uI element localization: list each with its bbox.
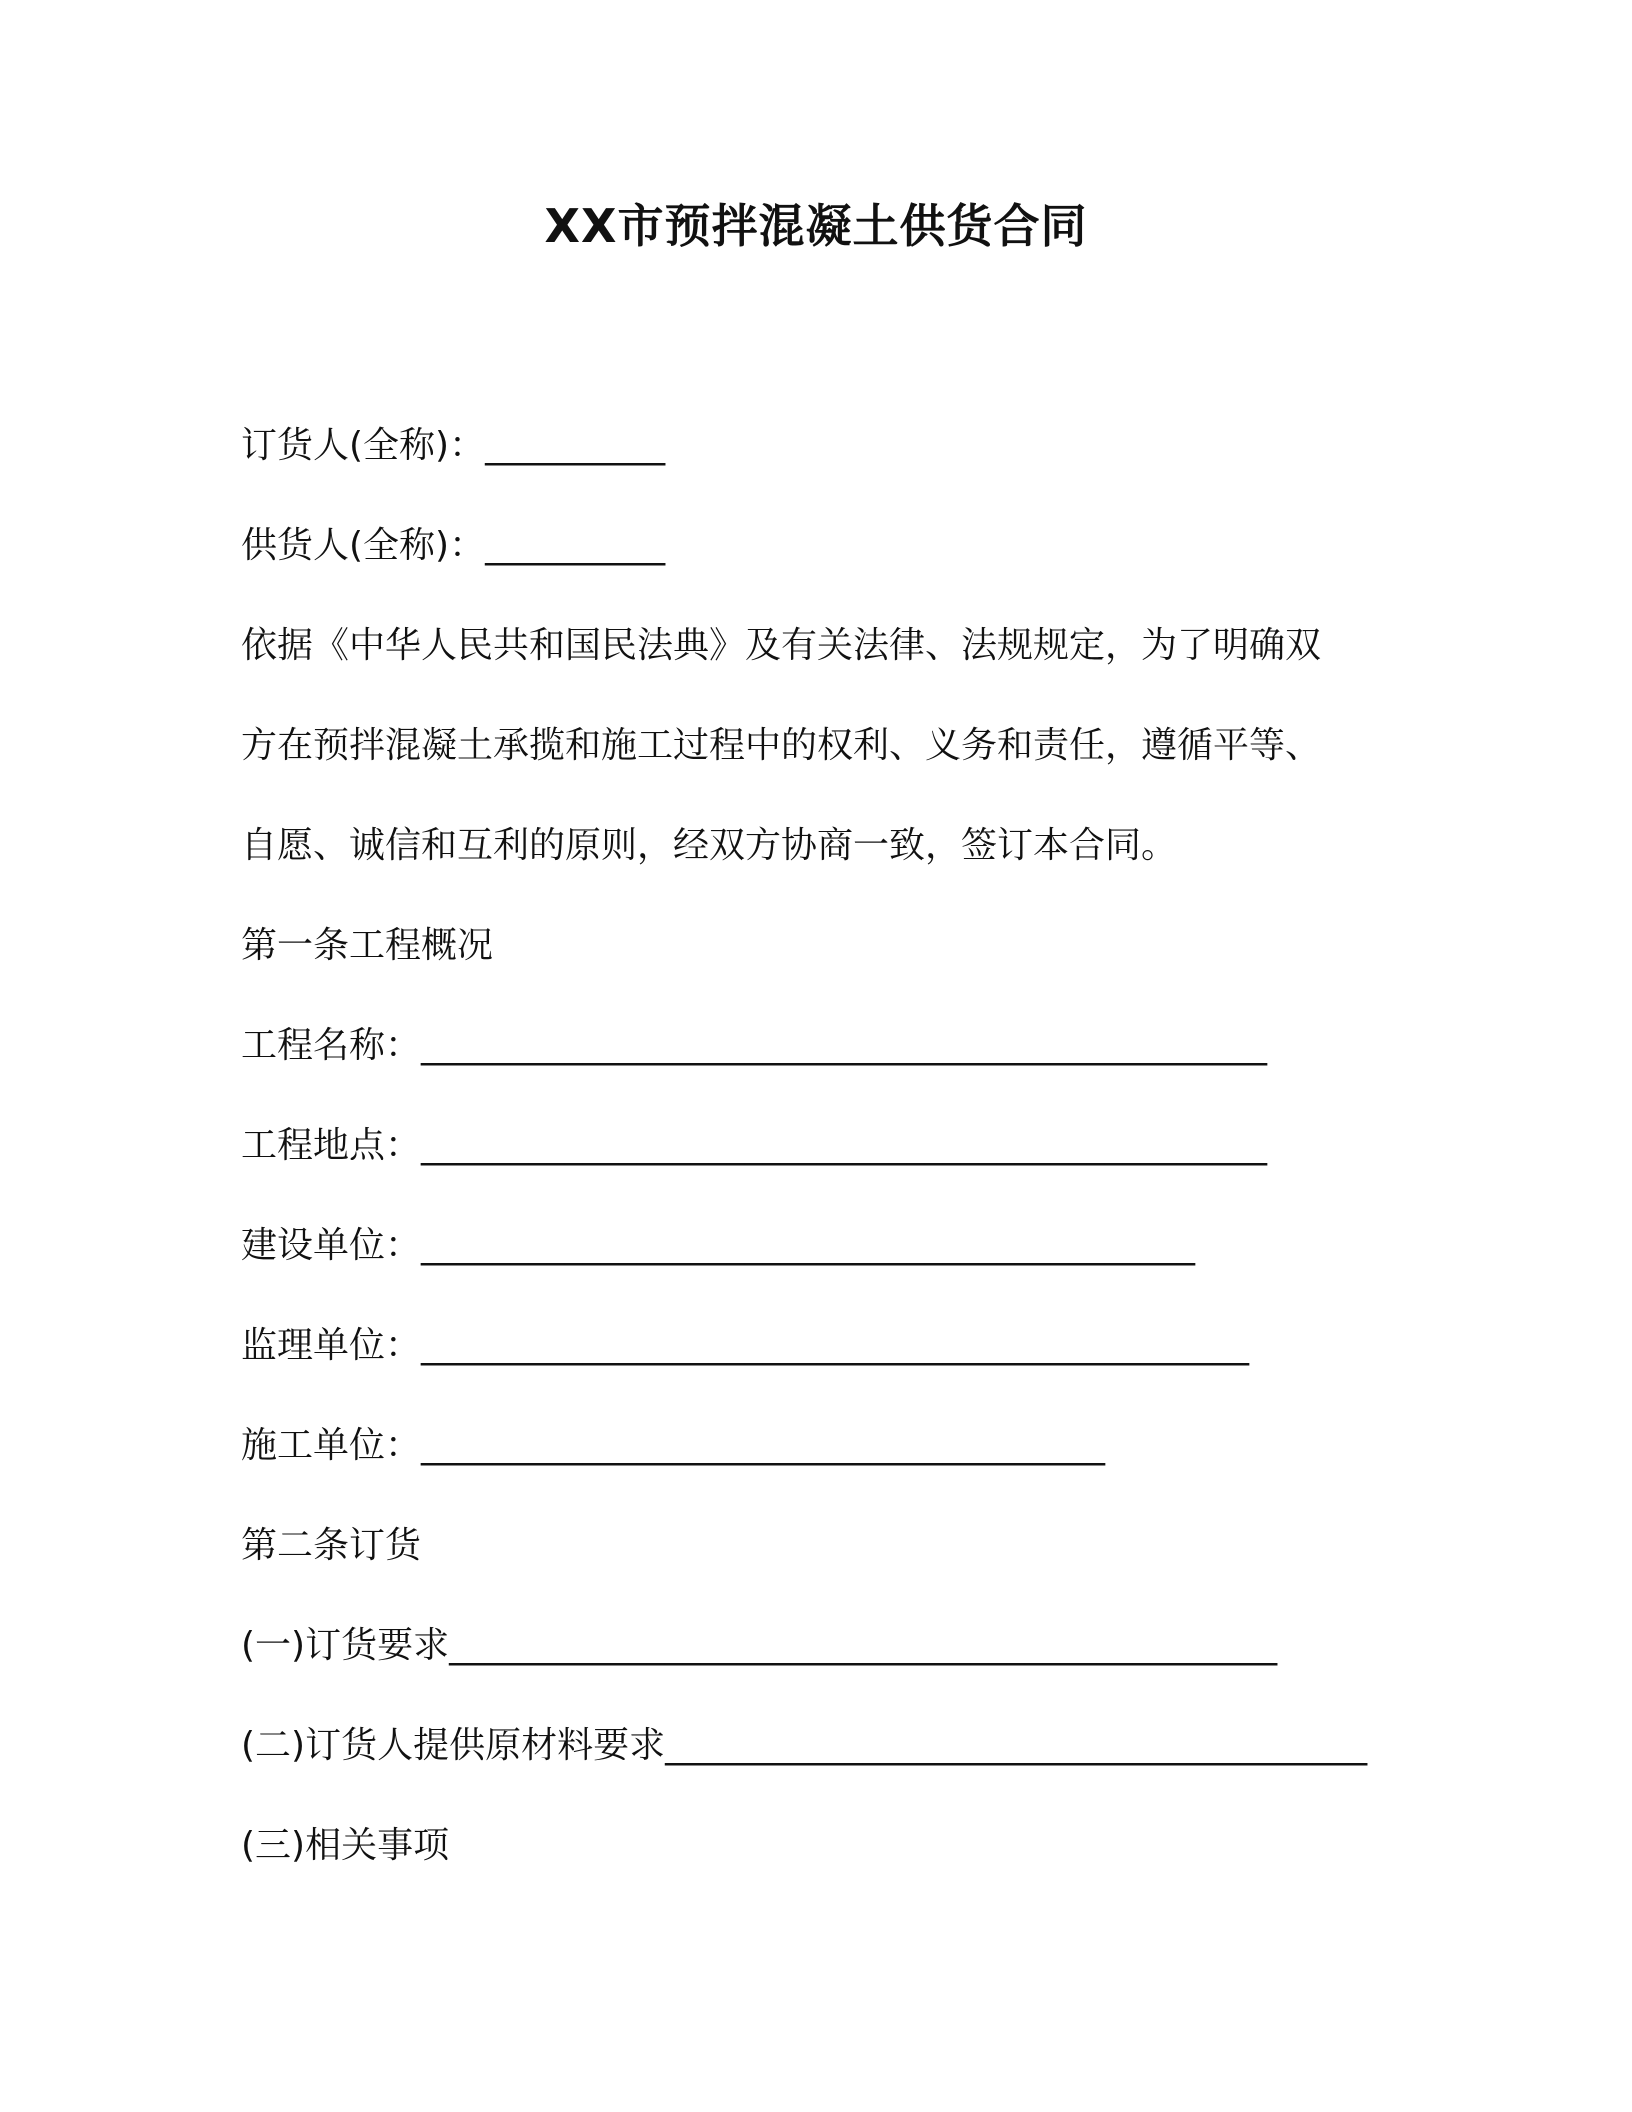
article-2-heading: 第二条订货 xyxy=(241,1525,422,1566)
supervision-unit-line: 监理单位：______________________________________________ xyxy=(241,1325,1250,1366)
project-location-line: 工程地点：_______________________________________________ xyxy=(241,1125,1268,1166)
order-requirements-line: (一)订货要求______________________________________________ xyxy=(241,1625,1278,1666)
construction-unit-line: 建设单位：___________________________________________ xyxy=(241,1225,1196,1266)
contractor-unit-line: 施工单位：______________________________________ xyxy=(241,1425,1106,1466)
preamble-line-3: 自愿、诚信和互利的原则，经双方协商一致，签订本合同。 xyxy=(241,825,1178,866)
material-requirements-line: (二)订货人提供原材料要求_______________________________________ xyxy=(241,1725,1368,1766)
article-1-heading: 第一条工程概况 xyxy=(241,925,494,966)
preamble-line-1: 依据《中华人民共和国民法典》及有关法律、法规规定，为了明确双 xyxy=(241,625,1322,666)
supplier-name-line: 供货人(全称)：__________ xyxy=(241,525,666,566)
preamble-line-2: 方在预拌混凝土承揽和施工过程中的权利、义务和责任，遵循平等、 xyxy=(241,725,1322,766)
document-title: XX市预拌混凝土供货合同 xyxy=(544,199,1088,253)
project-name-line: 工程名称：_______________________________________________ xyxy=(241,1025,1268,1066)
orderer-name-line: 订货人(全称)：__________ xyxy=(241,425,666,466)
related-matters-line: (三)相关事项 xyxy=(241,1825,450,1866)
